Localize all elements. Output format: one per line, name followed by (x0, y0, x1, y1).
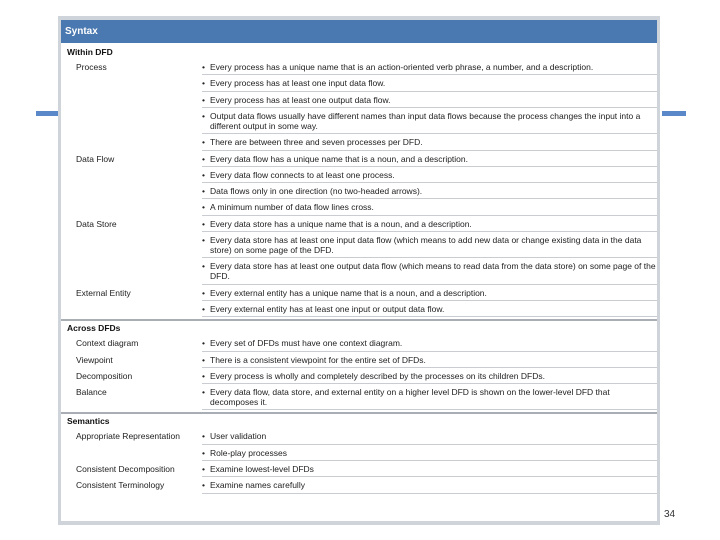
rule-item (202, 219, 657, 229)
rule-item (202, 464, 657, 474)
rule-item (202, 137, 657, 147)
rule-item (202, 235, 657, 255)
rule-item (202, 431, 657, 441)
bullet-icon: • (202, 287, 205, 298)
rule-item (202, 288, 657, 298)
row-divider (202, 367, 657, 368)
bullet-icon: • (202, 447, 205, 458)
rule-text: Every external entity has at least one input or output data flow. (210, 303, 445, 314)
row-divider (202, 166, 657, 167)
accent-bar-right (662, 111, 686, 116)
rule-text: Every external entity has a unique name that is a noun, and a description. (210, 287, 487, 298)
rule-text: Every process is wholly and completely described by the processes on its children DFDs. (210, 370, 545, 381)
category-label: Consistent Decomposition (76, 464, 175, 474)
bullet-icon: • (202, 78, 205, 89)
row-divider (202, 409, 657, 410)
bullet-icon: • (202, 202, 205, 213)
rule-item (202, 448, 657, 458)
row-divider (202, 91, 657, 92)
bullet-icon: • (202, 464, 205, 474)
bullet-icon: • (202, 218, 205, 229)
rule-item (202, 355, 657, 365)
bullet-icon: • (202, 338, 205, 349)
slide-number: 34 (664, 509, 676, 520)
syntax-table (58, 16, 660, 525)
bullet-icon: • (202, 303, 205, 314)
section-title: Within DFD (67, 47, 113, 57)
bullet-icon: • (202, 110, 205, 121)
rule-text: Every process has at least one output data flow. (210, 94, 391, 105)
rule-item (202, 154, 657, 164)
bullet-icon: • (202, 186, 205, 197)
rule-text: There are between three and seven processes per DFD. (210, 137, 423, 148)
category-label: Data Flow (76, 153, 115, 164)
rule-item (202, 170, 657, 180)
section-divider (61, 319, 657, 321)
bullet-icon: • (202, 261, 205, 272)
row-divider (202, 460, 657, 461)
accent-bar-left (36, 111, 60, 116)
row-divider (202, 300, 657, 301)
category-label: Data Store (76, 218, 117, 229)
rule-item (202, 62, 657, 72)
bullet-icon: • (202, 387, 205, 398)
bullet-icon: • (202, 94, 205, 105)
rule-text: Examine names carefully (210, 480, 305, 491)
category-label: Viewpoint (76, 354, 113, 365)
rule-item (202, 480, 657, 490)
category-label: Consistent Terminology (76, 480, 165, 491)
rule-text: User validation (210, 431, 267, 442)
bullet-icon: • (202, 153, 205, 164)
category-label: Context diagram (76, 338, 139, 349)
rule-item (202, 261, 657, 281)
bullet-icon: • (202, 480, 205, 491)
rule-text: Every data flow has a unique name that is a noun, and a description. (210, 153, 468, 164)
row-divider (202, 257, 657, 258)
rule-text: A minimum number of data flow lines cross. (210, 202, 374, 213)
row-divider (202, 383, 657, 384)
row-divider (202, 107, 657, 108)
rule-text: Every data flow, data store, and external entity on a higher level DFD is shown on the lower-level DFD that decomposes it. (210, 387, 610, 408)
category-label: Balance (76, 387, 107, 398)
bullet-icon: • (202, 62, 205, 72)
row-divider (202, 493, 657, 494)
row-divider (202, 231, 657, 232)
bullet-icon: • (202, 169, 205, 180)
rule-text: Every process has at least one input data flow. (210, 78, 386, 89)
rule-text: Every data store has at least one output data flow (which means to read data from the data store) on some page of the DFD. (210, 261, 656, 282)
row-divider (202, 74, 657, 75)
row-divider (202, 215, 657, 216)
rule-text: Every data store has at least one input data flow (which means to add new data or change existing data in the data store) on some page of the DFD. (210, 235, 642, 255)
rule-item (202, 186, 657, 196)
row-divider (202, 284, 657, 285)
table-inner (61, 20, 657, 521)
bullet-icon: • (202, 354, 205, 365)
section-title: Semantics (67, 416, 110, 427)
rule-item (202, 202, 657, 212)
table-body (61, 46, 657, 521)
category-label: External Entity (76, 287, 131, 298)
rule-item (202, 387, 657, 407)
rule-item (202, 304, 657, 314)
rule-text: Examine lowest-level DFDs (210, 464, 314, 474)
bullet-icon: • (202, 235, 205, 245)
rule-text: Data flows only in one direction (no two-headed arrows). (210, 186, 423, 197)
row-divider (202, 351, 657, 352)
row-divider (202, 150, 657, 151)
rule-text: Every data flow connects to at least one process. (210, 169, 395, 180)
row-divider (202, 182, 657, 183)
row-divider (202, 133, 657, 134)
row-divider (202, 444, 657, 445)
rule-text: Role-play processes (210, 447, 288, 458)
rule-item (202, 95, 657, 105)
row-divider (202, 476, 657, 477)
rule-text: Every process has a unique name that is an action-oriented verb phrase, a number, and a description. (210, 62, 594, 72)
rule-item (202, 338, 657, 348)
rule-text: There is a consistent viewpoint for the entire set of DFDs. (210, 354, 426, 365)
rule-item (202, 78, 657, 88)
row-divider (202, 198, 657, 199)
rule-text: Every set of DFDs must have one context diagram. (210, 338, 403, 349)
section-divider (61, 412, 657, 414)
rule-item (202, 371, 657, 381)
category-label: Appropriate Representation (76, 431, 180, 442)
category-label: Decomposition (76, 370, 133, 381)
category-label: Process (76, 62, 107, 72)
bullet-icon: • (202, 137, 205, 148)
section-title: Across DFDs (67, 323, 121, 334)
row-divider (202, 316, 657, 317)
rule-item (202, 111, 657, 131)
rule-text: Every data store has a unique name that is a noun, and a description. (210, 218, 472, 229)
table-header: Syntax (61, 20, 657, 43)
bullet-icon: • (202, 370, 205, 381)
bullet-icon: • (202, 431, 205, 442)
rule-text: Output data flows usually have different names than input data flows because the process changes the input into a different output in some way. (210, 110, 641, 131)
